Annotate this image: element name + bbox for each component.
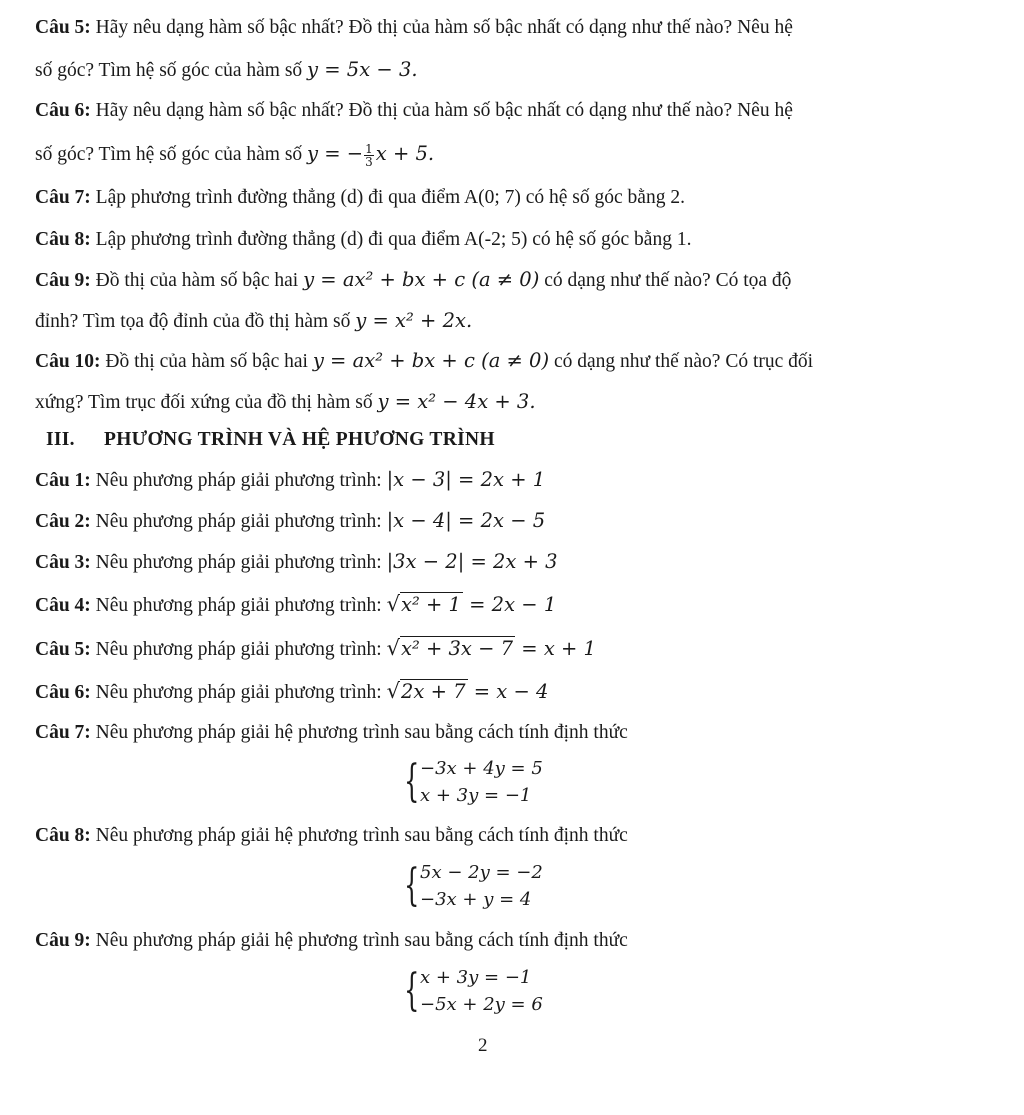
- s3-question-8: [35, 822, 984, 850]
- equation-2: x + 3y = −1: [420, 785, 532, 806]
- left-brace: {: [404, 860, 420, 911]
- question-text: Nêu phương pháp giải hệ phương trình sau bằng cách tính định thức: [90, 930, 628, 951]
- question-text: số góc? Tìm hệ số góc của hàm số: [35, 60, 308, 81]
- question-label: Câu 4:: [35, 595, 91, 616]
- question-text: số góc? Tìm hệ số góc của hàm số: [35, 144, 308, 165]
- equation-1: x + 3y = −1: [420, 967, 532, 988]
- question-7: [35, 184, 984, 212]
- fraction-denominator: 3: [365, 155, 373, 170]
- question-text: Hãy nêu dạng hàm số bậc nhất? Đồ thị của hàm số bậc nhất có dạng như thế nào? Nêu hệ: [90, 17, 793, 38]
- question-9-line-2: [35, 307, 984, 336]
- question-6-line-2: [35, 140, 984, 169]
- math-expression: y = 5x − 3.: [307, 58, 418, 81]
- radicand: x² + 3x − 7: [400, 637, 514, 660]
- question-label: Câu 1:: [35, 470, 91, 491]
- math-expression: |x − 4| = 2x − 5: [386, 509, 546, 532]
- square-root: [387, 677, 468, 706]
- question-label: Câu 7:: [35, 722, 91, 743]
- question-10-line-1: [35, 347, 984, 376]
- question-5-line-2: [35, 56, 984, 85]
- math-expression: x + 5.: [375, 142, 435, 165]
- radical-sign: √: [386, 679, 400, 703]
- s3-question-2: [35, 507, 984, 536]
- question-8: [35, 226, 984, 254]
- question-text: Nêu phương pháp giải phương trình:: [90, 552, 387, 573]
- square-root: [387, 634, 516, 663]
- math-expression: = 2x − 1: [462, 593, 557, 616]
- question-text: xứng? Tìm trục đối xứng của đồ thị hàm số: [35, 392, 378, 413]
- fraction: [364, 143, 374, 168]
- s3-question-3: [35, 548, 984, 577]
- question-text: đỉnh? Tìm tọa độ đỉnh của đồ thị hàm số: [35, 311, 356, 332]
- left-brace: {: [404, 756, 420, 807]
- equation-2: −3x + y = 4: [420, 889, 532, 910]
- page-number: 2: [478, 1035, 488, 1056]
- question-text: Nêu phương pháp giải phương trình:: [90, 595, 387, 616]
- math-expression: = x − 4: [467, 680, 549, 703]
- question-label: Câu 7:: [35, 187, 91, 208]
- s3-question-9: [35, 927, 984, 955]
- math-expression: |3x − 2| = 2x + 3: [386, 550, 558, 573]
- s3-question-5: [35, 634, 984, 664]
- question-label: Câu 6:: [35, 100, 91, 121]
- question-text: Nêu phương pháp giải hệ phương trình sau bằng cách tính định thức: [90, 825, 628, 846]
- question-label: Câu 6:: [35, 682, 91, 703]
- question-text: Lập phương trình đường thẳng (d) đi qua điểm A(-2; 5) có hệ số góc bằng 1.: [90, 229, 692, 250]
- math-expression: y = ax² + bx + c (a ≠ 0): [303, 268, 540, 291]
- math-expression: = x + 1: [515, 637, 596, 660]
- math-expression: y = x² − 4x + 3.: [377, 390, 536, 413]
- equation-1: −3x + 4y = 5: [420, 758, 543, 779]
- section-title: PHƯƠNG TRÌNH VÀ HỆ PHƯƠNG TRÌNH: [104, 429, 495, 450]
- question-text: Nêu phương pháp giải phương trình:: [90, 639, 387, 660]
- math-expression: |x − 3| = 2x + 1: [386, 468, 546, 491]
- question-text: Nêu phương pháp giải phương trình:: [90, 470, 387, 491]
- question-text: Nêu phương pháp giải phương trình:: [90, 511, 387, 532]
- question-9-line-1: [35, 266, 984, 295]
- question-text: Đồ thị của hàm số bậc hai: [90, 270, 304, 291]
- radicand: 2x + 7: [400, 680, 466, 703]
- question-text: có dạng như thế nào? Có trục đối: [549, 351, 814, 372]
- question-text: Lập phương trình đường thẳng (d) đi qua điểm A(0; 7) có hệ số góc bằng 2.: [90, 187, 685, 208]
- s3-question-4: [35, 590, 984, 620]
- question-5-line-1: [35, 14, 984, 42]
- question-label: Câu 5:: [35, 17, 91, 38]
- left-brace: {: [404, 965, 420, 1016]
- square-root: [387, 590, 463, 619]
- question-label: Câu 8:: [35, 229, 91, 250]
- question-label: Câu 5:: [35, 639, 91, 660]
- question-text: có dạng như thế nào? Có tọa độ: [539, 270, 792, 291]
- math-expression: y = −: [307, 142, 364, 165]
- question-label: Câu 9:: [35, 930, 91, 951]
- radical-sign: √: [386, 592, 400, 616]
- question-text: Nêu phương pháp giải phương trình:: [90, 682, 387, 703]
- question-label: Câu 8:: [35, 825, 91, 846]
- radicand: x² + 1: [400, 593, 461, 616]
- math-expression: y = ax² + bx + c (a ≠ 0): [312, 349, 550, 372]
- radical-sign: √: [386, 636, 400, 660]
- section-heading: [46, 426, 984, 454]
- fraction-numerator: 1: [365, 142, 373, 157]
- question-label: Câu 9:: [35, 270, 91, 291]
- question-text: Nêu phương pháp giải hệ phương trình sau bằng cách tính định thức: [90, 722, 628, 743]
- question-6-line-1: [35, 97, 984, 125]
- question-text: Hãy nêu dạng hàm số bậc nhất? Đồ thị của hàm số bậc nhất có dạng như thế nào? Nêu hệ: [90, 100, 793, 121]
- s3-question-7: [35, 719, 984, 747]
- equation-2: −5x + 2y = 6: [420, 994, 543, 1015]
- question-label: Câu 2:: [35, 511, 91, 532]
- question-text: Đồ thị của hàm số bậc hai: [100, 351, 313, 372]
- s3-question-1: [35, 466, 984, 495]
- section-number: III.: [46, 429, 75, 450]
- math-expression: y = x² + 2x.: [355, 309, 473, 332]
- question-10-line-2: [35, 388, 984, 417]
- equation-1: 5x − 2y = −2: [420, 862, 543, 883]
- s3-question-6: [35, 677, 984, 707]
- question-label: Câu 3:: [35, 552, 91, 573]
- question-label: Câu 10:: [35, 351, 101, 372]
